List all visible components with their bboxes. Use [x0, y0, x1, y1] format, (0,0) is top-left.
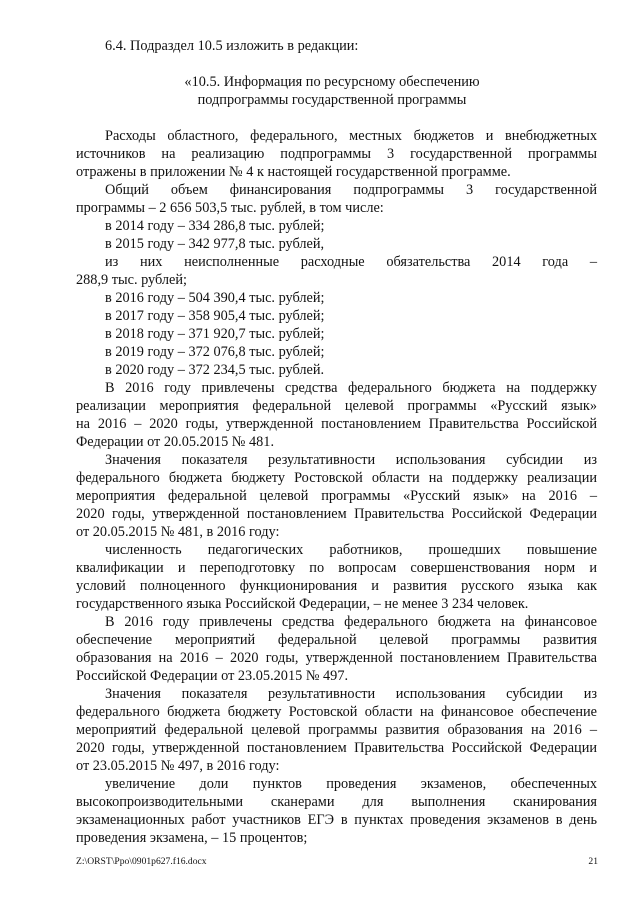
paragraph-line: Значения показателя результативности использования субсидии из: [105, 686, 597, 702]
paragraph-line: увеличение доли пунктов проведения экзаменов, обеспеченных: [105, 776, 597, 792]
funding-year-line: в 2014 году – 334 286,8 тыс. рублей;: [105, 218, 325, 234]
paragraph-line: экзаменационных работ участников ЕГЭ в пунктах проведения экзаменов в день: [76, 812, 597, 828]
paragraph-line: 2020 годы, утвержденной постановлением Правительства Российской Федерации: [76, 740, 597, 756]
paragraph-line: численность педагогических работников, прошедших повышение: [105, 542, 597, 558]
funding-year-line: в 2019 году – 372 076,8 тыс. рублей;: [105, 344, 325, 360]
paragraph-line: мероприятия федеральной целевой программы «Русский язык» на 2016 –: [76, 488, 597, 504]
paragraph-line: высокопроизводительными сканерами для выполнения сканирования: [76, 794, 597, 810]
paragraph-line: реализации мероприятия федеральной целевой программы «Русский язык»: [76, 398, 597, 414]
paragraph-line: В 2016 году привлечены средства федерального бюджета на финансовое: [105, 614, 597, 630]
paragraph-line: условий полноценного функционирования и развития русского языка как: [76, 578, 597, 594]
paragraph-line: Федерации от 20.05.2015 № 481.: [76, 434, 275, 450]
section-title-line-2: подпрограммы государственной программы: [197, 92, 467, 108]
funding-year-line: в 2020 году – 372 234,5 тыс. рублей.: [105, 362, 325, 378]
paragraph-line: 288,9 тыс. рублей;: [76, 272, 188, 288]
funding-year-line: в 2015 году – 342 977,8 тыс. рублей,: [105, 236, 325, 252]
paragraph-line: государственного языка Российской Федерации, – не менее 3 234 человек.: [76, 596, 529, 612]
paragraph-line: образования на 2016 – 2020 годы, утвержденной постановлением Правительства: [76, 650, 597, 666]
paragraph-line: В 2016 году привлечены средства федерального бюджета на поддержку: [105, 380, 597, 396]
page-number: 21: [588, 856, 598, 867]
footer-file-path: Z:\ORST\Ppo\0901p627.f16.docx: [76, 856, 207, 867]
funding-year-line: в 2018 году – 371 920,7 тыс. рублей;: [105, 326, 325, 342]
paragraph-line: от 23.05.2015 № 497, в 2016 году:: [76, 758, 280, 774]
paragraph-line: от 20.05.2015 № 481, в 2016 году:: [76, 524, 280, 540]
paragraph-line: Расходы областного, федерального, местных бюджетов и внебюджетных: [105, 128, 597, 144]
funding-year-line: в 2016 году – 504 390,4 тыс. рублей;: [105, 290, 325, 306]
paragraph-line: Общий объем финансирования подпрограммы 3 государственной: [105, 182, 597, 198]
paragraph-line: из них неисполненные расходные обязательства 2014 года –: [105, 254, 597, 270]
paragraph-line: отражены в приложении № 4 к настоящей государственной программе.: [76, 164, 511, 180]
paragraph-line: обеспечение мероприятий федеральной целевой программы развития: [76, 632, 597, 648]
paragraph-line: федерального бюджета бюджету Ростовской области на поддержку реализации: [76, 470, 597, 486]
paragraph-line: мероприятий федеральной целевой программы развития образования на 2016 –: [76, 722, 597, 738]
section-title-line-1: «10.5. Информация по ресурсному обеспечению: [184, 74, 480, 90]
amendment-heading: 6.4. Подраздел 10.5 изложить в редакции:: [105, 38, 359, 54]
paragraph-line: Российской Федерации от 23.05.2015 № 497.: [76, 668, 349, 684]
funding-year-line: в 2017 году – 358 905,4 тыс. рублей;: [105, 308, 325, 324]
paragraph-line: программы – 2 656 503,5 тыс. рублей, в том числе:: [76, 200, 384, 216]
paragraph-line: проведения экзамена, – 15 процентов;: [76, 830, 308, 846]
paragraph-line: 2020 годы, утвержденной постановлением Правительства Российской Федерации: [76, 506, 597, 522]
paragraph-line: Значения показателя результативности использования субсидии из: [105, 452, 597, 468]
paragraph-line: на 2016 – 2020 годы, утвержденной постановлением Правительства Российской: [76, 416, 597, 432]
paragraph-line: федерального бюджета бюджету Ростовской области на финансовое обеспечение: [76, 704, 597, 720]
paragraph-line: источников на реализацию подпрограммы 3 государственной программы: [76, 146, 597, 162]
paragraph-line: квалификации и переподготовку по вопросам совершенствования норм и: [76, 560, 597, 576]
